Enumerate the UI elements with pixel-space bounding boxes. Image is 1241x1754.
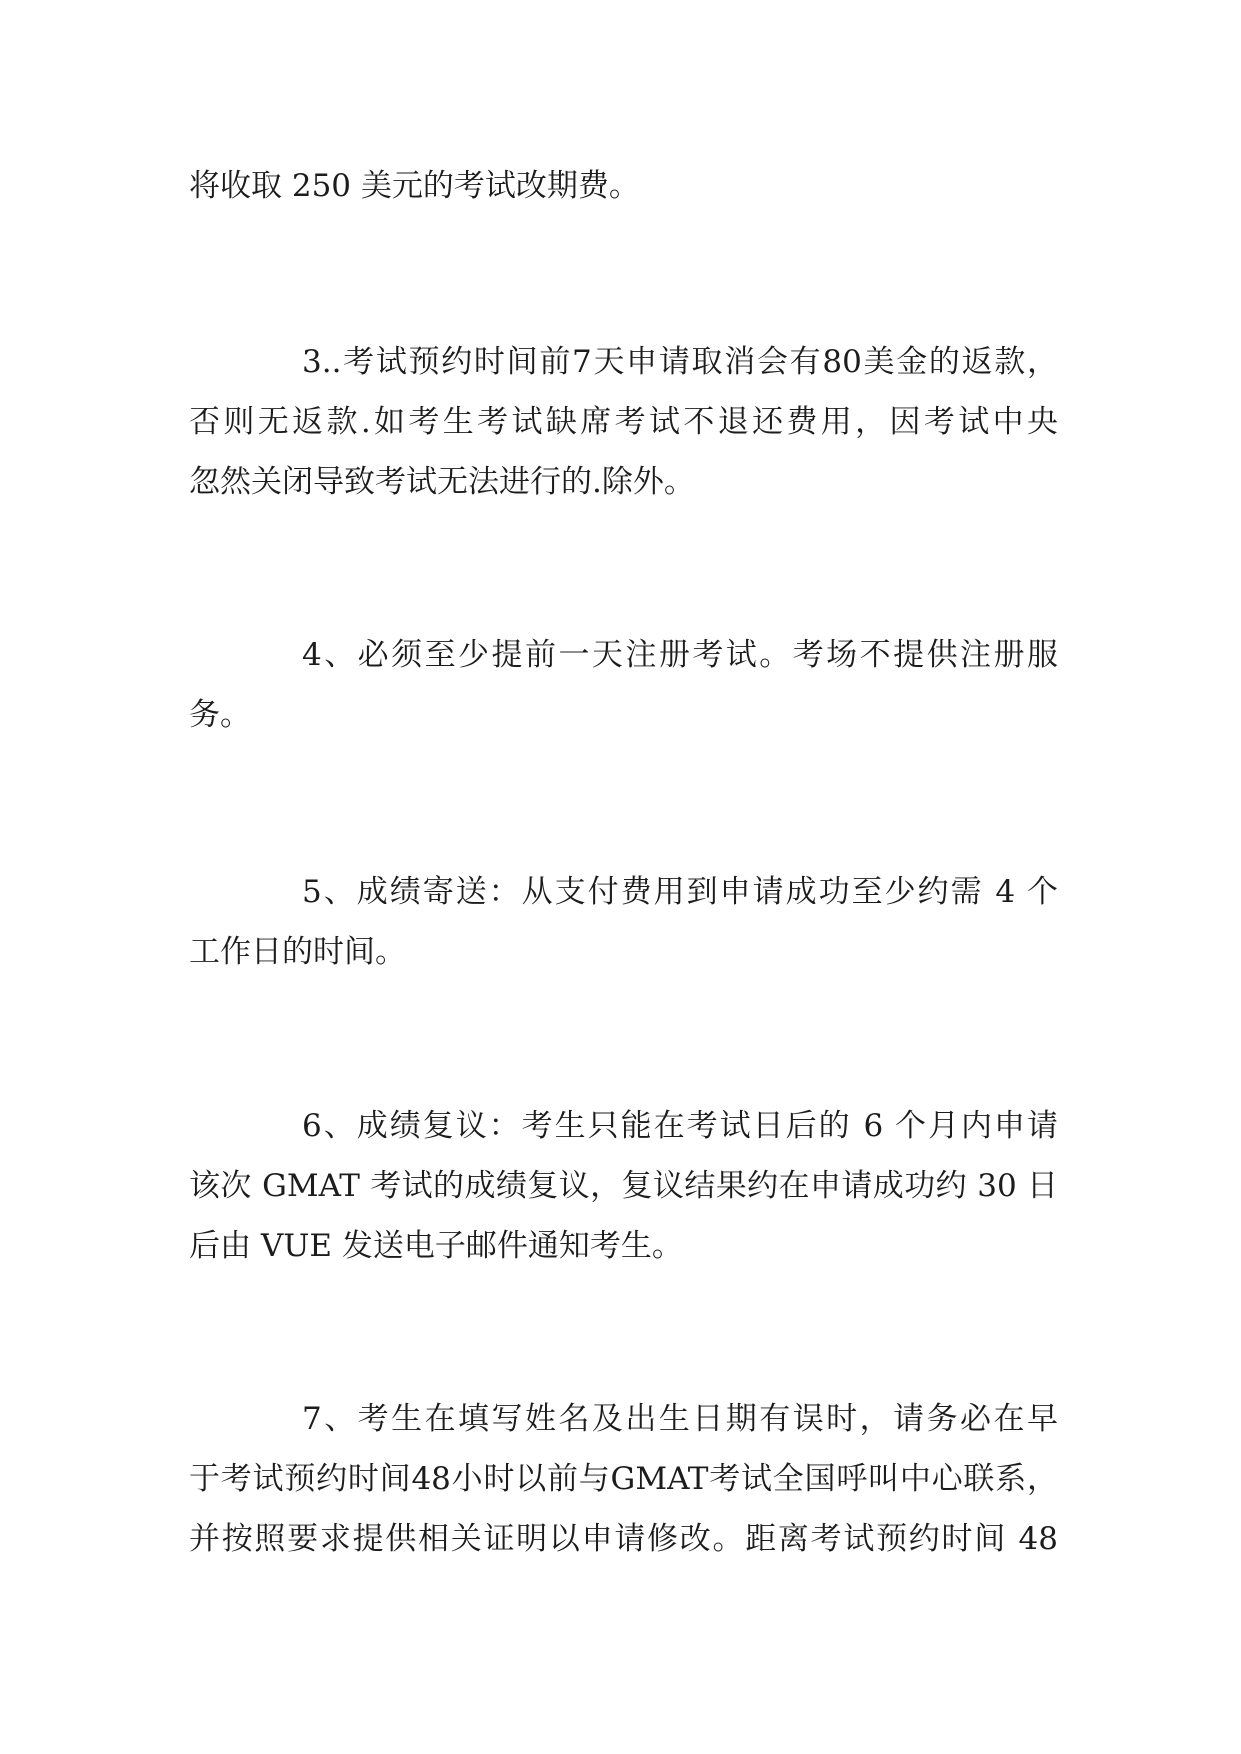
text-line: 3..考试预约时间前7天申请取消会有80美金的返款， (302, 344, 1058, 380)
text-line: 于考试预约时间48小时以前与GMAT考试全国呼叫中心联系， (189, 1461, 1058, 1497)
paragraph-item-3 (189, 332, 1058, 512)
paragraph-item-5 (189, 862, 1058, 982)
text-line: 4、必须至少提前一天注册考试。考场不提供注册服 (302, 637, 1058, 673)
text-line: 忽然关闭导致考试无法进行的.除外。 (189, 464, 695, 500)
text-line: 后由 VUE 发送电子邮件通知考生。 (189, 1228, 683, 1264)
paragraph-item-6 (189, 1096, 1058, 1276)
text-line: 将收取 250 美元的考试改期费。 (189, 168, 640, 204)
text-line: 并按照要求提供相关证明以申请修改。距离考试预约时间 48 (189, 1521, 1058, 1557)
paragraph-item-4 (189, 625, 1058, 745)
text-line: 6、成绩复议：考生只能在考试日后的 6 个月内申请 (302, 1108, 1058, 1144)
text-line: 该次 GMAT 考试的成绩复议，复议结果约在申请成功约 30 日 (189, 1168, 1058, 1204)
text-line: 5、成绩寄送：从支付费用到申请成功至少约需 4 个 (302, 874, 1058, 910)
paragraph-reschedule-fee (189, 156, 1058, 216)
text-line: 7、考生在填写姓名及出生日期有误时，请务必在早 (302, 1401, 1058, 1437)
text-line: 工作日的时间。 (189, 934, 406, 970)
text-line: 务。 (189, 697, 251, 733)
text-line: 否则无返款.如考生考试缺席考试不退还费用，因考试中央 (189, 404, 1058, 440)
paragraph-item-7 (189, 1389, 1058, 1569)
